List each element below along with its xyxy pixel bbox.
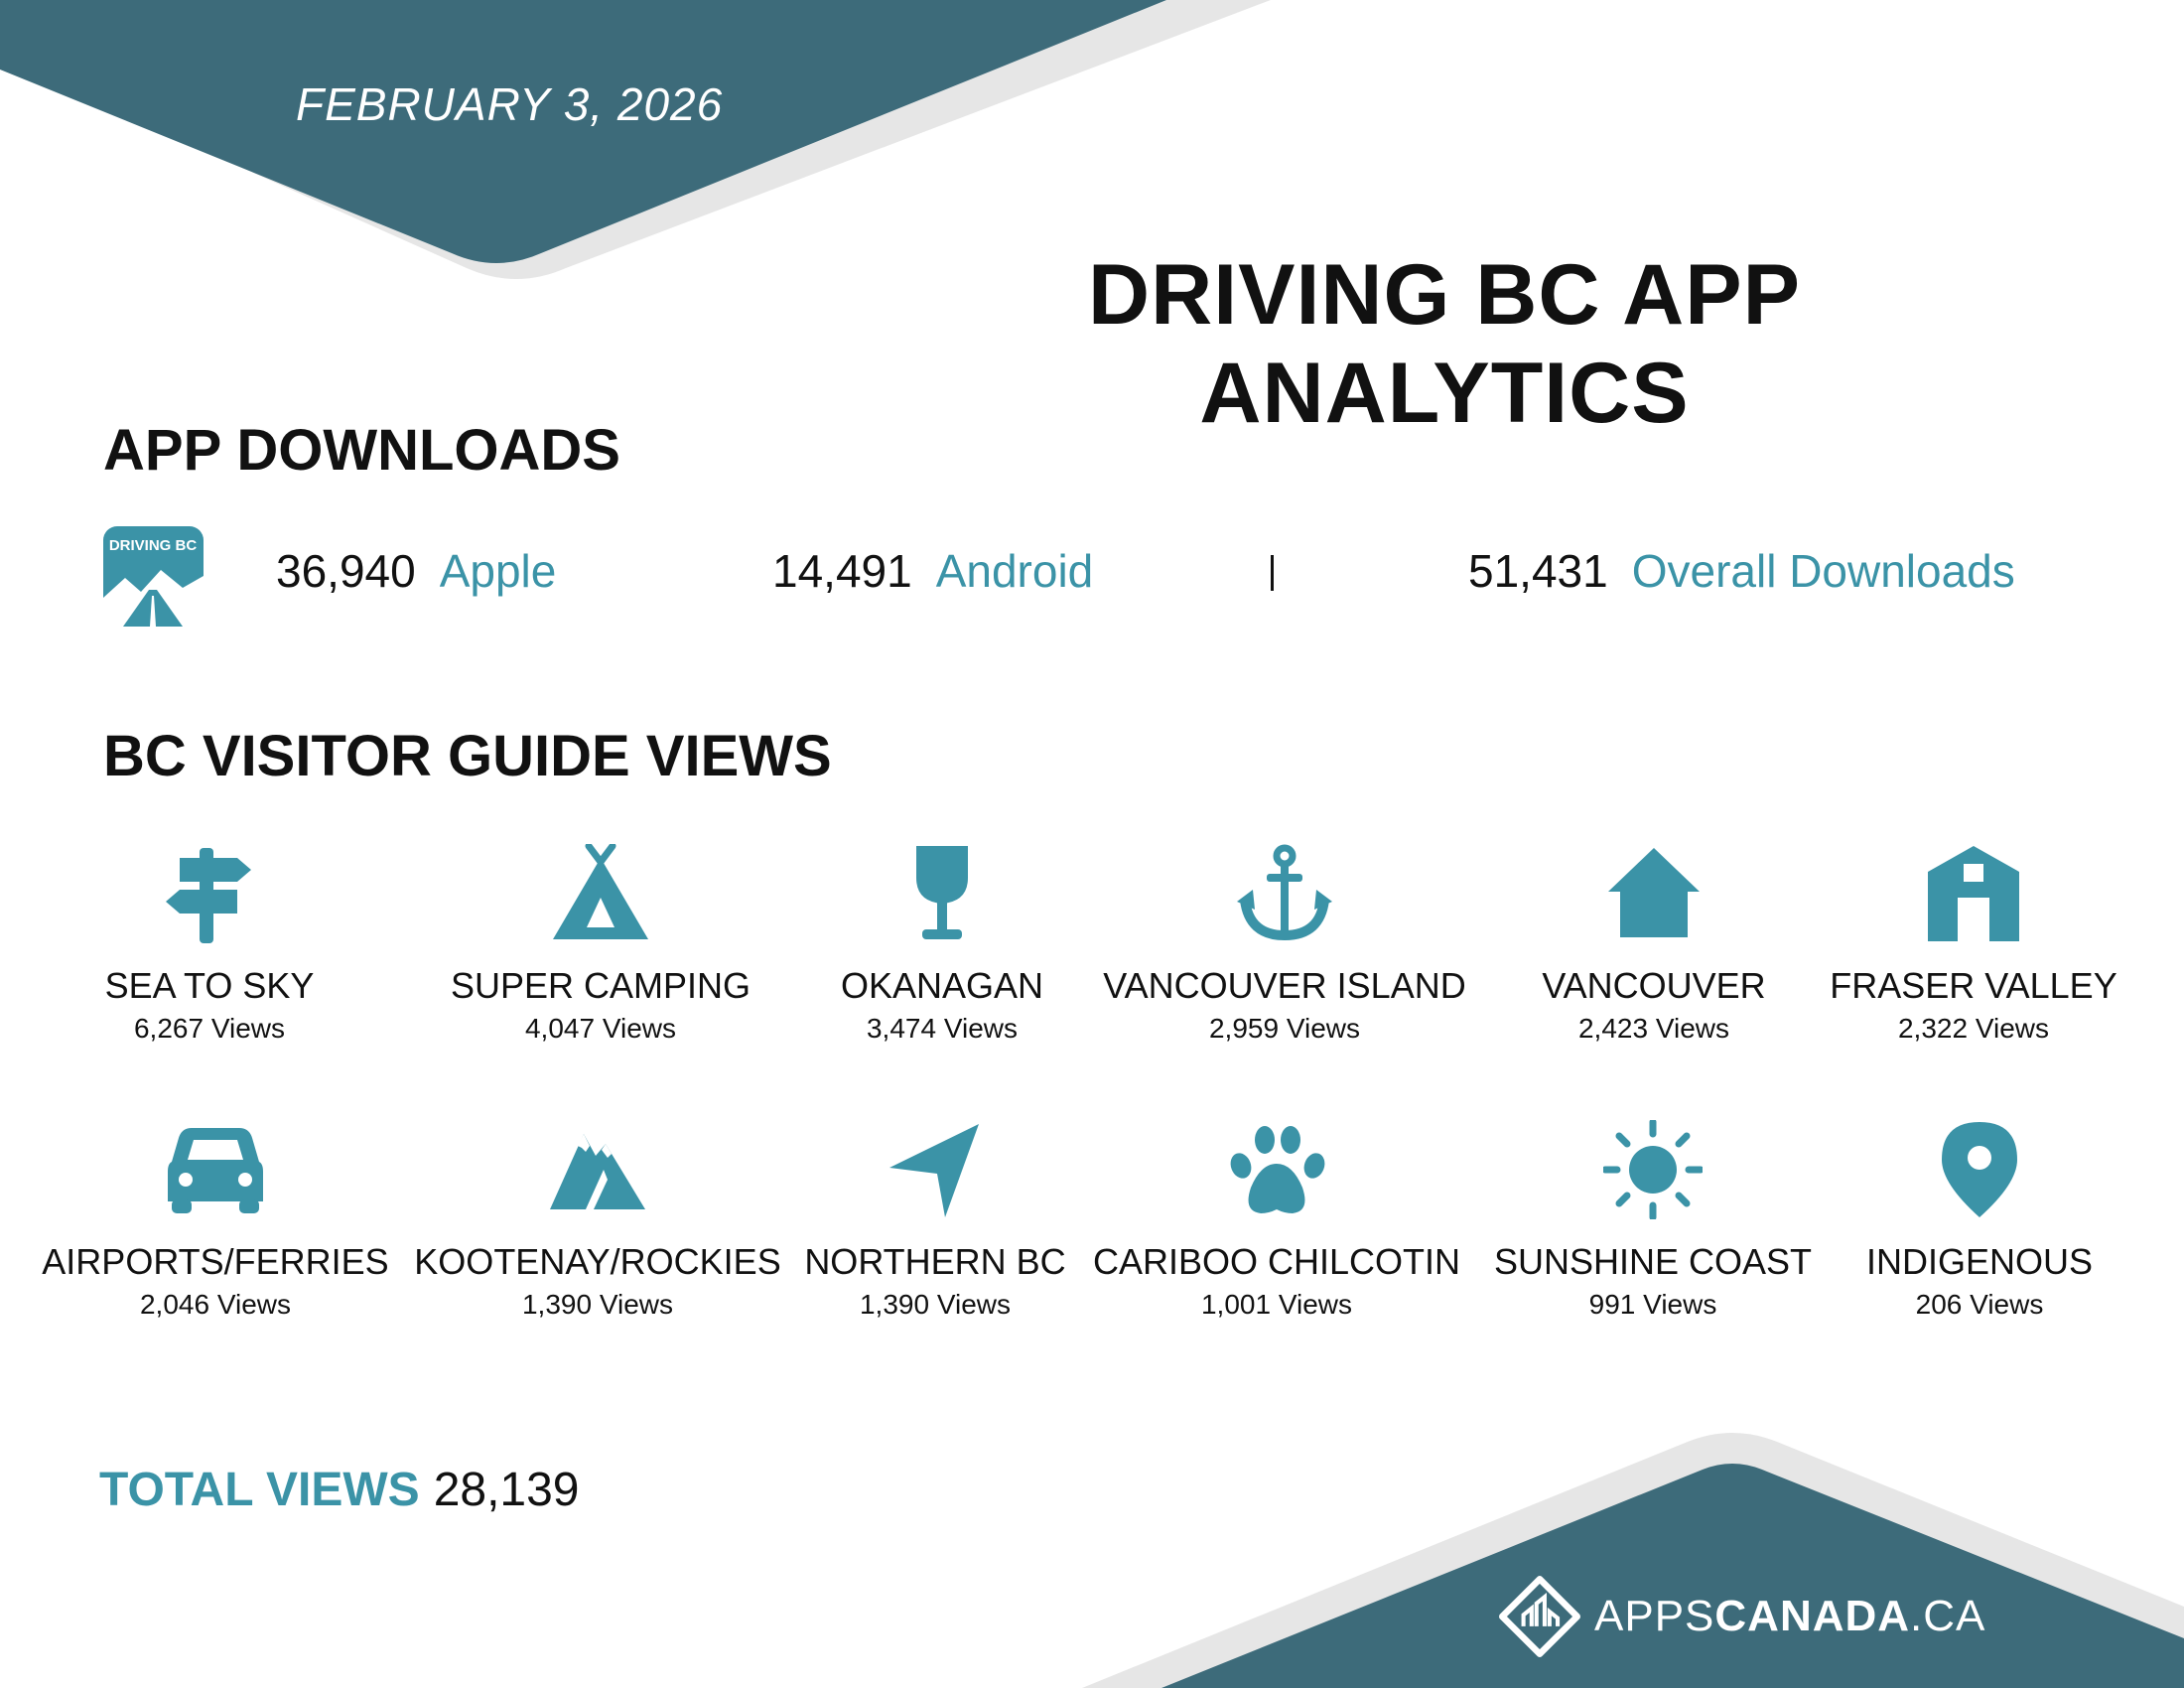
guide-item-views: 206 Views bbox=[1915, 1289, 2044, 1320]
guide-item-name: FRASER VALLEY bbox=[1830, 965, 2117, 1006]
guide-item-views: 2,959 Views bbox=[1208, 1013, 1361, 1044]
guide-item-name: CARIBOO CHILCOTIN bbox=[1092, 1241, 1461, 1282]
apple-downloads bbox=[276, 544, 556, 598]
brand-canada: CANADA bbox=[1714, 1592, 1911, 1640]
appscanada-logo-icon bbox=[1499, 1576, 1580, 1657]
app-downloads-heading: APP DOWNLOADS bbox=[103, 418, 620, 483]
guide-item-views: 1,001 Views bbox=[1200, 1289, 1353, 1320]
page-title: DRIVING BC APP ANALYTICS bbox=[1088, 247, 1801, 441]
guide-item-fraser-valley bbox=[1775, 844, 2172, 1045]
navigation-arrow-icon bbox=[886, 1120, 985, 1219]
guide-item-name: SUNSHINE COAST bbox=[1493, 1241, 1813, 1282]
guide-item-views: 6,267 Views bbox=[133, 1013, 286, 1044]
house-icon bbox=[1604, 844, 1704, 943]
brand-suffix: .CA bbox=[1910, 1592, 1986, 1640]
total-views-value: 28,139 bbox=[433, 1464, 580, 1516]
guide-item-name: SEA TO SKY bbox=[104, 965, 315, 1006]
android-downloads-label: Android bbox=[935, 545, 1094, 597]
barn-icon bbox=[1924, 844, 2023, 943]
apple-downloads-label: Apple bbox=[439, 545, 557, 597]
downloads-divider bbox=[1271, 555, 1274, 591]
guide-item-name: INDIGENOUS bbox=[1865, 1241, 2094, 1282]
map-pin-icon bbox=[1930, 1120, 2029, 1219]
guide-item-name: KOOTENAY/ROCKIES bbox=[414, 1241, 781, 1282]
guide-item-name: VANCOUVER ISLAND bbox=[1103, 965, 1466, 1006]
total-views bbox=[99, 1463, 580, 1517]
mountains-icon bbox=[548, 1120, 647, 1219]
guide-item-okanagan bbox=[744, 844, 1141, 1045]
overall-downloads-label: Overall Downloads bbox=[1631, 545, 2015, 597]
app-icon-text: DRIVING BC bbox=[108, 537, 198, 554]
android-downloads-value: 14,491 bbox=[772, 545, 912, 597]
overall-downloads bbox=[1468, 544, 2015, 598]
car-icon bbox=[166, 1120, 265, 1219]
guide-item-views: 2,046 Views bbox=[139, 1289, 292, 1320]
guide-item-name: SUPER CAMPING bbox=[450, 965, 751, 1006]
guide-item-cariboo-chilcotin bbox=[1078, 1120, 1475, 1321]
guide-item-vancouver-island bbox=[1086, 844, 1483, 1045]
android-downloads bbox=[772, 544, 1093, 598]
guide-item-views: 1,390 Views bbox=[859, 1289, 1012, 1320]
guide-item-views: 1,390 Views bbox=[521, 1289, 674, 1320]
guide-item-views: 2,423 Views bbox=[1577, 1013, 1730, 1044]
guide-item-sea-to-sky bbox=[11, 844, 408, 1045]
anchor-icon bbox=[1235, 844, 1334, 943]
brand-apps: APPS bbox=[1594, 1592, 1715, 1640]
guide-item-name: OKANAGAN bbox=[840, 965, 1044, 1006]
signpost-icon bbox=[160, 844, 259, 943]
overall-downloads-value: 51,431 bbox=[1468, 545, 1608, 597]
apple-downloads-value: 36,940 bbox=[276, 545, 416, 597]
guide-item-name: AIRPORTS/FERRIES bbox=[42, 1241, 389, 1282]
report-date: FEBRUARY 3, 2026 bbox=[296, 78, 724, 130]
guide-item-indigenous bbox=[1781, 1120, 2178, 1321]
guide-item-airports-ferries bbox=[17, 1120, 414, 1321]
appscanada-wordmark bbox=[1594, 1592, 1985, 1641]
wine-glass-icon bbox=[892, 844, 992, 943]
guide-item-views: 4,047 Views bbox=[524, 1013, 677, 1044]
guide-item-super-camping bbox=[402, 844, 799, 1045]
guide-item-name: NORTHERN BC bbox=[804, 1241, 1066, 1282]
appscanada-brand bbox=[1499, 1574, 1985, 1659]
sun-icon bbox=[1603, 1120, 1703, 1219]
driving-bc-app-icon bbox=[103, 526, 204, 627]
guide-item-views: 991 Views bbox=[1588, 1289, 1717, 1320]
paw-icon bbox=[1227, 1120, 1326, 1219]
guide-item-views: 3,474 Views bbox=[866, 1013, 1019, 1044]
total-views-label: TOTAL VIEWS bbox=[99, 1464, 420, 1516]
guide-item-northern-bc bbox=[737, 1120, 1134, 1321]
visitor-guide-heading: BC VISITOR GUIDE VIEWS bbox=[103, 724, 832, 788]
guide-item-name: VANCOUVER bbox=[1542, 965, 1766, 1006]
tent-icon bbox=[551, 844, 650, 943]
guide-item-views: 2,322 Views bbox=[1897, 1013, 2050, 1044]
